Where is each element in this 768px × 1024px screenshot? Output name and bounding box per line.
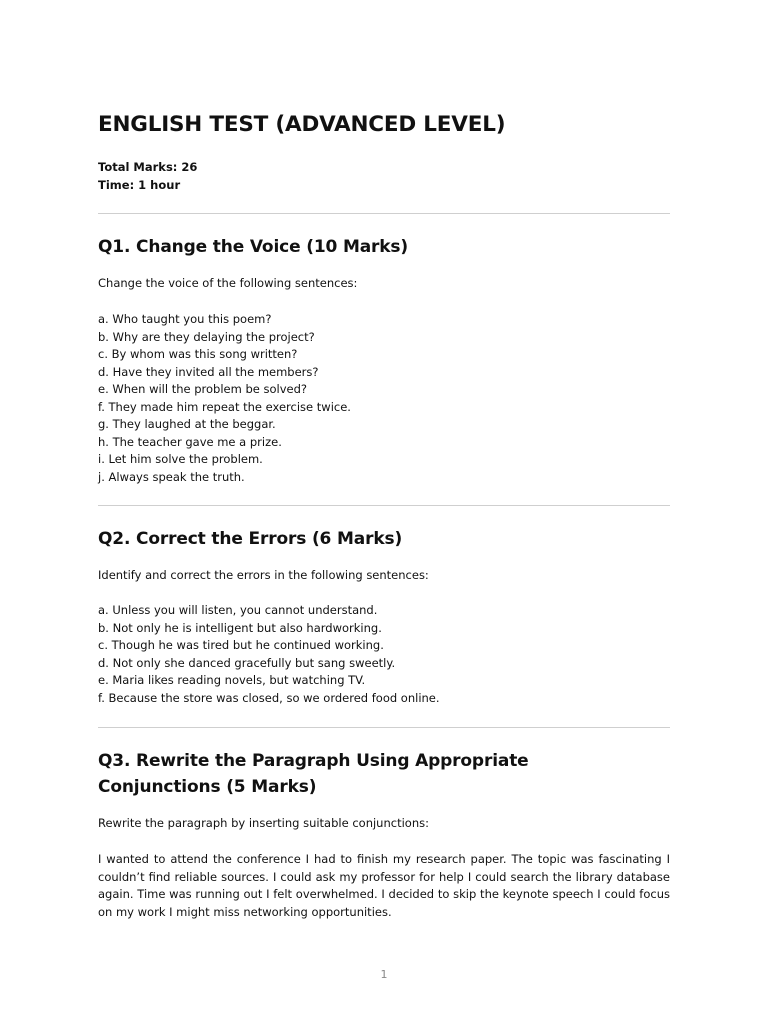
section-divider (98, 505, 670, 506)
list-item: b. Why are they delaying the project? (98, 329, 315, 344)
list-item: f. Because the store was closed, so we ordered food online. (98, 690, 440, 705)
list-item: a. Unless you will listen, you cannot understand. (98, 603, 378, 617)
q2-instruction: Identify and correct the errors in the following sentences: (98, 568, 429, 582)
list-item: a. Who taught you this poem? (98, 312, 272, 326)
time-limit: Time: 1 hour (98, 177, 181, 192)
q3-heading: Q3. Rewrite the Paragraph Using Appropriate Conjunctions (5 Marks) (98, 751, 529, 797)
q2-sentence-list (98, 602, 440, 707)
list-item: d. Have they invited all the members? (98, 364, 319, 379)
q2-heading: Q2. Correct the Errors (6 Marks) (98, 529, 403, 549)
page-number: 1 (380, 968, 388, 981)
list-item: f. They made him repeat the exercise twice. (98, 399, 351, 414)
list-item: e. When will the problem be solved? (98, 382, 308, 396)
q1-heading: Q1. Change the Voice (10 Marks) (98, 237, 409, 257)
total-marks: Total Marks: 26 (98, 160, 198, 174)
list-item: c. Though he was tired but he continued working. (98, 638, 384, 652)
list-item: g. They laughed at the beggar. (98, 417, 276, 431)
section-divider (98, 213, 670, 214)
list-item: c. By whom was this song written? (98, 347, 298, 361)
section-divider (98, 727, 670, 728)
list-item: i. Let him solve the problem. (98, 452, 263, 466)
list-item: e. Maria likes reading novels, but watching TV. (98, 673, 366, 687)
q3-paragraph: I wanted to attend the conference I had to finish my research paper. The topic was fascinating I couldn’t find reliable sources. I could ask my professor for help I could search the library database again. Time was running out I felt overwhelmed. I decided to skip the keynote speech I could focus on my work I might miss networking opportunities. (98, 852, 670, 919)
list-item: d. Not only she danced gracefully but sang sweetly. (98, 655, 396, 670)
test-meta (98, 159, 197, 194)
q3-instruction: Rewrite the paragraph by inserting suitable conjunctions: (98, 816, 429, 830)
page-title: ENGLISH TEST (ADVANCED LEVEL) (98, 112, 506, 137)
q1-sentence-list (98, 311, 351, 486)
list-item: h. The teacher gave me a prize. (98, 434, 282, 449)
q1-instruction: Change the voice of the following sentences: (98, 276, 358, 290)
list-item: j. Always speak the truth. (98, 469, 245, 484)
list-item: b. Not only he is intelligent but also hardworking. (98, 620, 382, 635)
